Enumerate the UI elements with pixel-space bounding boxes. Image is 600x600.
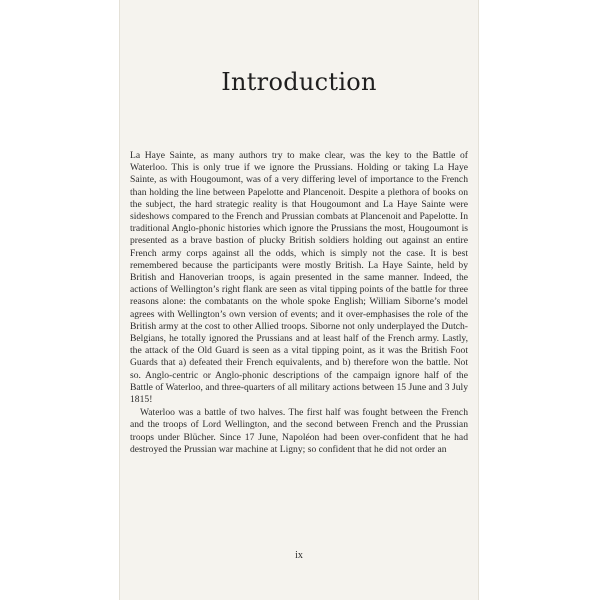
page-number: ix — [295, 550, 303, 561]
body-text — [130, 150, 468, 456]
show-through-text — [128, 0, 470, 130]
paragraph: La Haye Sainte, as many authors try to make clear, was the key to the Battle of Waterloo. This is only true if we ignore the Prussians. Holding or taking La Haye Sainte, as with Hougoumont, was of a very differing level of importance to the French than holding the line between Papelotte and Plancenoit. Despite a plethora of books on the subject, the hard strategic reality is that Hougoumont and La Haye Sainte were sideshows compared to the French and Prussian combats at Plancenoit and Papelotte. In traditional Anglo-phonic histories which ignore the Prussians the most, Hougoumont is presented as a brave bastion of plucky British soldiers holding out against an entire French army corps against all the odds, which is simply not the case. It is best remembered because the participants were mostly British. La Haye Sainte, held by British and Hanoverian troops, is again presented in the same manner. Indeed, the actions of Wellington’s right flank are seen as vital tipping points of the battle for three reasons alone: the combatants on the whole spoke English; William Siborne’s model agrees with Wellington’s own version of events; and it over-emphasises the role of the British army at the cost to other Allied troops. Siborne not only underplayed the Dutch-Belgians, he totally ignored the Prussians and at least half of the French army. Lastly, the attack of the Old Guard is seen as a vital tipping point, as it was the British Foot Guards that a) defeated their French equivalents, and b) therefore won the battle. Not so. Anglo-centric or Anglo-phonic descriptions of the campaign ignore half of the Battle of Waterloo, and three-quarters of all military actions between 15 June and 3 July 1815! — [130, 150, 468, 406]
paragraph: Waterloo was a battle of two halves. The first half was fought between the French and the troops of Lord Wellington, and the second between French and the Prussian troops under Blücher. Since 17 June, Napoléon had been over-confident that he had destroyed the Prussian war machine at Ligny; so confident that he did not order an — [130, 407, 468, 455]
page-title: Introduction — [221, 68, 377, 96]
book-page — [120, 0, 478, 600]
